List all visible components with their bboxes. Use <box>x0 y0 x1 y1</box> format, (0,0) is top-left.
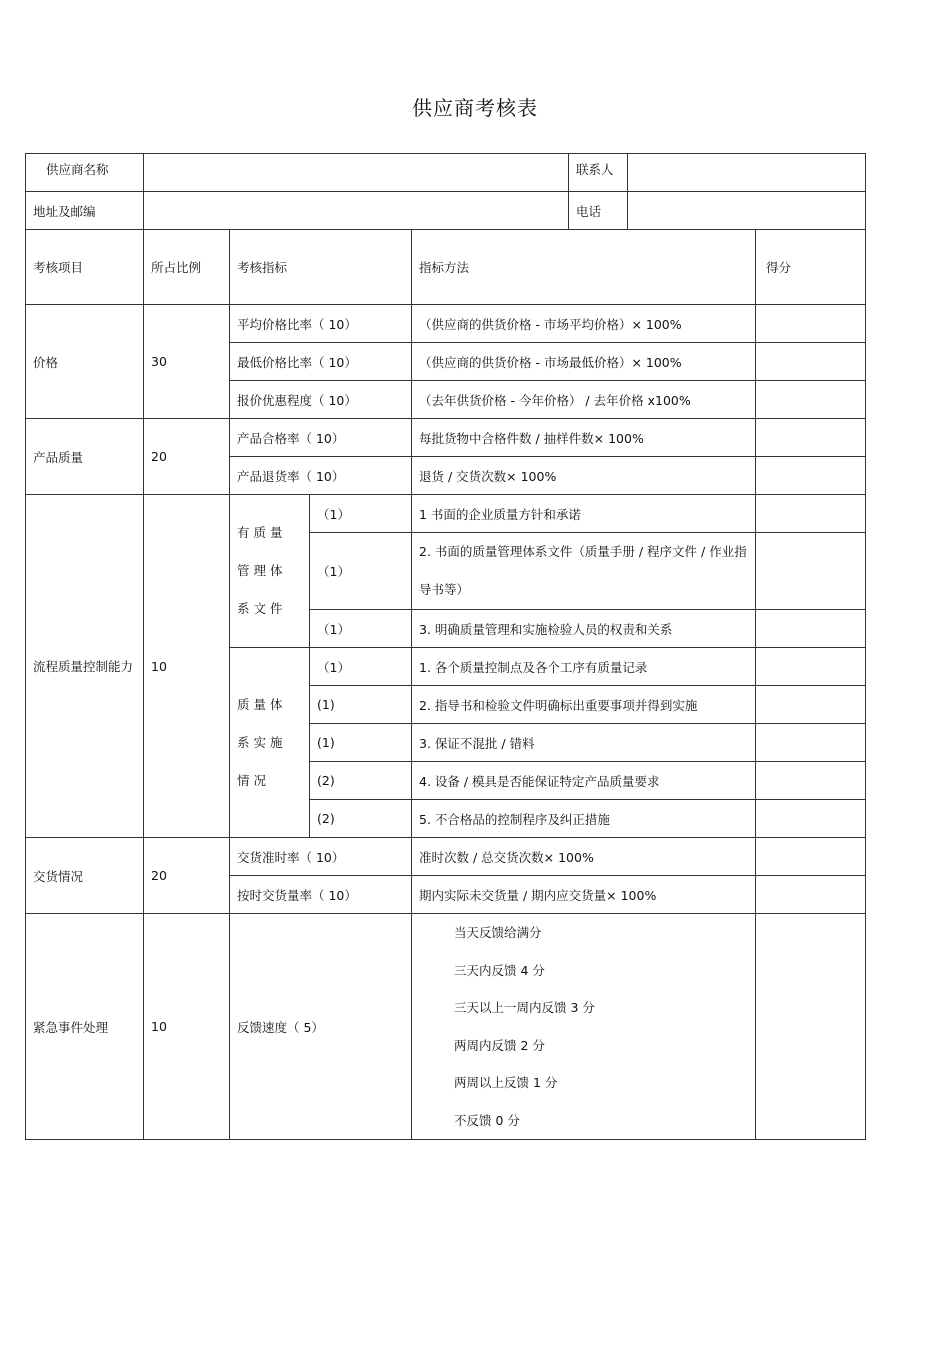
process-method-2: 2. 书面的质量管理体系文件（质量手册 / 程序文件 / 作业指导书等） <box>412 533 756 610</box>
quality-ratio: 20 <box>144 419 230 495</box>
quality-indicator-2: 产品退货率（ 10） <box>230 457 412 495</box>
address-value[interactable] <box>144 192 569 230</box>
process-score-3[interactable] <box>756 610 866 648</box>
process-points-4: （1） <box>310 648 412 686</box>
emergency-method-6: 不反馈 0 分 <box>454 1112 520 1128</box>
process-method-6: 3. 保证不混批 / 错料 <box>412 724 756 762</box>
process-points-3: （1） <box>310 610 412 648</box>
header-row <box>26 230 866 305</box>
header-score: 得分 <box>756 230 866 305</box>
quality-indicator-1: 产品合格率（ 10） <box>230 419 412 457</box>
price-item: 价格 <box>26 305 144 419</box>
delivery-score-2[interactable] <box>756 876 866 914</box>
emergency-method-3: 三天以上一周内反馈 3 分 <box>454 1000 595 1015</box>
process-group1-label: 有质量管理体系文件 <box>230 495 310 648</box>
process-points-1: （1） <box>310 495 412 533</box>
quality-score-1[interactable] <box>756 419 866 457</box>
process-score-1[interactable] <box>756 495 866 533</box>
price-method-2: （供应商的供货价格 - 市场最低价格）× 100% <box>412 343 756 381</box>
process-row-1 <box>26 495 866 533</box>
quality-item: 产品质量 <box>26 419 144 495</box>
quality-row-1 <box>26 419 866 457</box>
page-title: 供应商考核表 <box>412 96 538 120</box>
supplier-name-value[interactable] <box>144 154 569 192</box>
emergency-ratio: 10 <box>144 914 230 1140</box>
process-points-5: (1) <box>310 686 412 724</box>
supplier-name-label: 供应商名称 <box>26 154 144 192</box>
emergency-method-2: 三天内反馈 4 分 <box>454 962 545 978</box>
contact-value[interactable] <box>628 154 866 192</box>
emergency-method-4: 两周内反馈 2 分 <box>454 1037 545 1053</box>
delivery-method-1: 准时次数 / 总交货次数× 100% <box>412 838 756 876</box>
price-score-3[interactable] <box>756 381 866 419</box>
process-score-7[interactable] <box>756 762 866 800</box>
phone-label: 电话 <box>569 192 628 230</box>
header-ratio: 所占比例 <box>144 230 230 305</box>
process-method-1: 1 书面的企业质量方针和承诺 <box>412 495 756 533</box>
info-row-address <box>26 192 866 230</box>
process-group2-label: 质量体系实施情况 <box>230 648 310 838</box>
delivery-indicator-1: 交货准时率（ 10） <box>230 838 412 876</box>
emergency-method-5: 两周以上反馈 1 分 <box>454 1075 558 1090</box>
header-indicator: 考核指标 <box>230 230 412 305</box>
emergency-indicator: 反馈速度（ 5） <box>230 914 412 1140</box>
process-score-8[interactable] <box>756 800 866 838</box>
price-ratio: 30 <box>144 305 230 419</box>
delivery-score-1[interactable] <box>756 838 866 876</box>
contact-label: 联系人 <box>569 154 628 192</box>
price-score-2[interactable] <box>756 343 866 381</box>
process-points-8: (2) <box>310 800 412 838</box>
quality-method-2: 退货 / 交货次数× 100% <box>412 457 756 495</box>
delivery-method-2: 期内实际未交货量 / 期内应交货量× 100% <box>412 876 756 914</box>
process-method-7: 4. 设备 / 模具是否能保证特定产品质量要求 <box>412 762 756 800</box>
info-row-supplier <box>26 154 866 192</box>
process-ratio: 10 <box>144 495 230 838</box>
delivery-item: 交货情况 <box>26 838 144 914</box>
emergency-row <box>26 914 866 1140</box>
price-indicator-1: 平均价格比率（ 10） <box>230 305 412 343</box>
emergency-item: 紧急事件处理 <box>26 914 144 1140</box>
delivery-indicator-2: 按时交货量率（ 10） <box>230 876 412 914</box>
quality-method-1: 每批货物中合格件数 / 抽样件数× 100% <box>412 419 756 457</box>
price-indicator-3: 报价优惠程度（ 10） <box>230 381 412 419</box>
process-method-5: 2. 指导书和检验文件明确标出重要事项并得到实施 <box>412 686 756 724</box>
delivery-ratio: 20 <box>144 838 230 914</box>
delivery-row-1 <box>26 838 866 876</box>
price-score-1[interactable] <box>756 305 866 343</box>
header-item: 考核项目 <box>26 230 144 305</box>
process-score-2[interactable] <box>756 533 866 610</box>
process-score-6[interactable] <box>756 724 866 762</box>
price-method-3: （去年供货价格 - 今年价格） / 去年价格 x100% <box>412 381 756 419</box>
quality-score-2[interactable] <box>756 457 866 495</box>
process-method-4: 1. 各个质量控制点及各个工序有质量记录 <box>412 648 756 686</box>
process-item: 流程质量控制能力 <box>26 495 144 838</box>
process-points-6: (1) <box>310 724 412 762</box>
process-method-3: 3. 明确质量管理和实施检验人员的权责和关系 <box>412 610 756 648</box>
process-score-4[interactable] <box>756 648 866 686</box>
process-score-5[interactable] <box>756 686 866 724</box>
process-method-8: 5. 不合格品的控制程序及纠正措施 <box>412 800 756 838</box>
price-row-1 <box>26 305 866 343</box>
emergency-methods <box>412 914 756 1140</box>
emergency-method-1: 当天反馈给满分 <box>454 925 542 940</box>
process-points-2: （1） <box>310 533 412 610</box>
address-label: 地址及邮编 <box>26 192 144 230</box>
header-method: 指标方法 <box>412 230 756 305</box>
price-method-1: （供应商的供货价格 - 市场平均价格）× 100% <box>412 305 756 343</box>
supplier-assessment-table <box>25 153 866 1140</box>
phone-value[interactable] <box>628 192 866 230</box>
emergency-score[interactable] <box>756 914 866 1140</box>
process-points-7: (2) <box>310 762 412 800</box>
price-indicator-2: 最低价格比率（ 10） <box>230 343 412 381</box>
